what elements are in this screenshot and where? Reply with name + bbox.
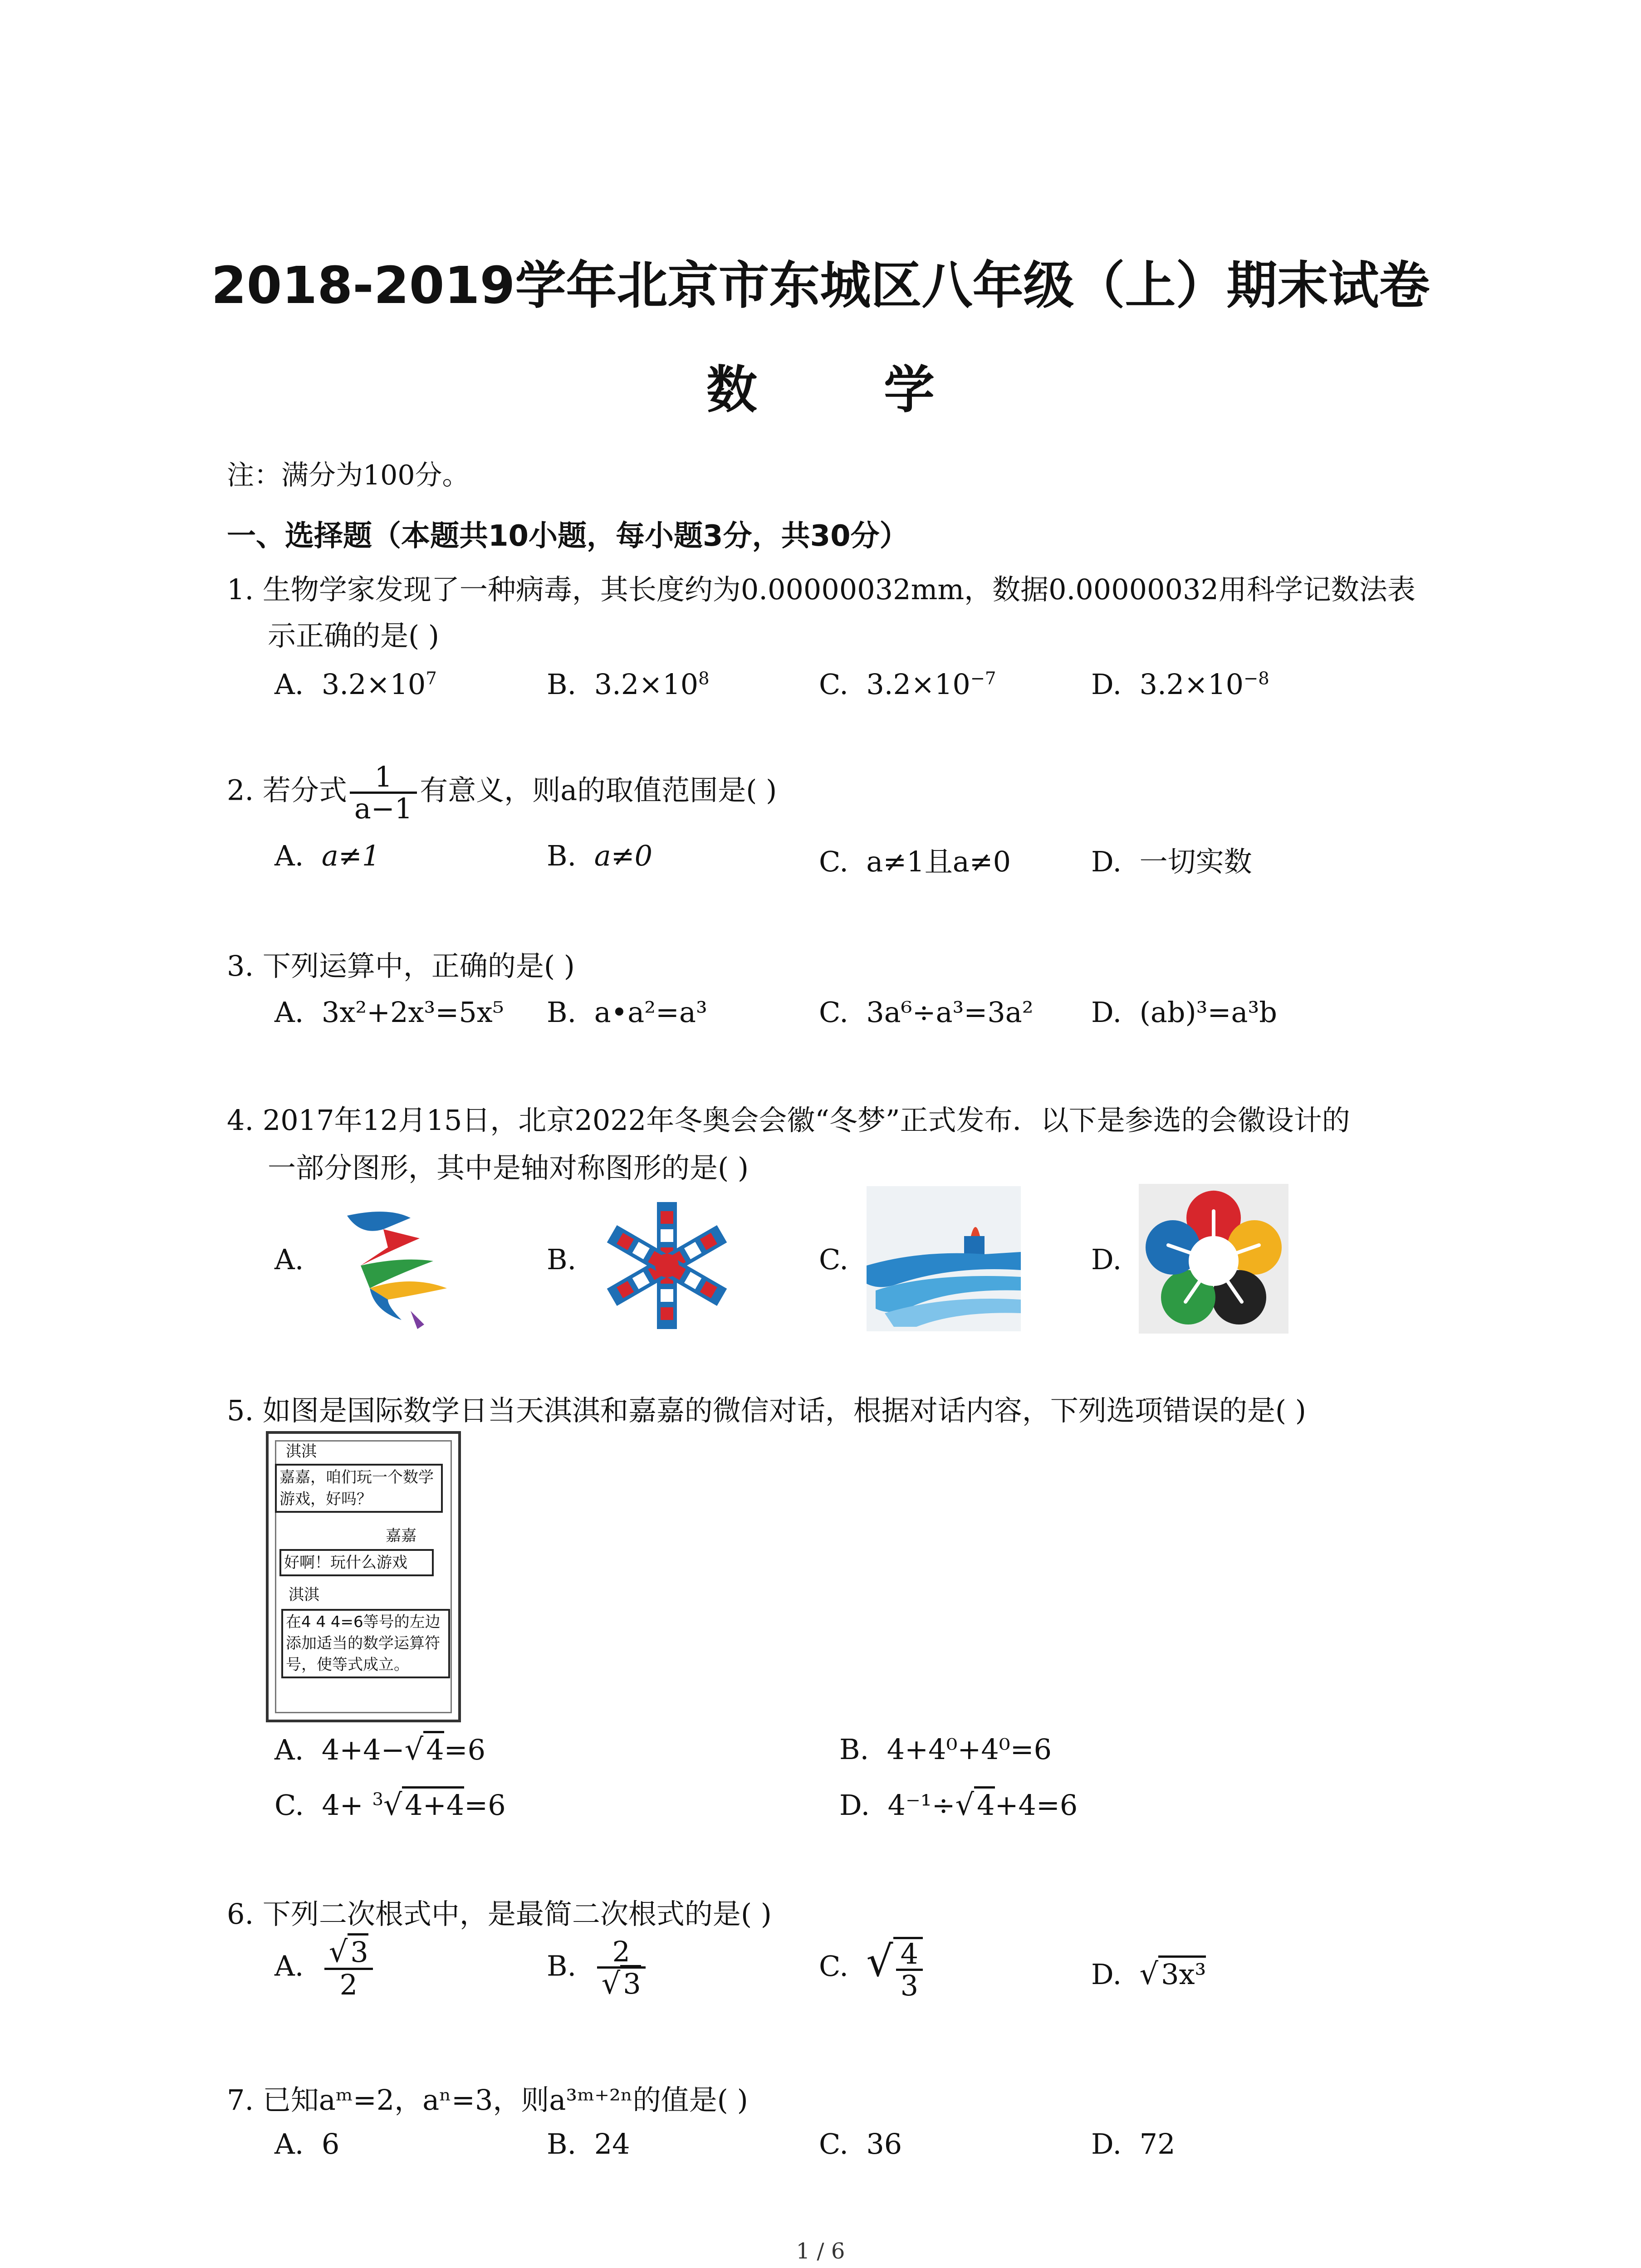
option-value: 3a⁶÷a³=3a²	[866, 996, 1034, 1029]
chat-message: 在4 4 4=6等号的左边添加适当的数学运算符号，使等式成立。	[281, 1609, 450, 1678]
option-label: C.	[274, 1789, 304, 1822]
option-label: C.	[819, 1950, 848, 1983]
option-value: a≠0	[594, 839, 653, 872]
question-2-stem	[227, 760, 777, 826]
option-label: D.	[1091, 996, 1122, 1029]
option-value: (ab)³=a³b	[1139, 996, 1277, 1029]
radical-sign: √	[955, 1788, 975, 1822]
question-4-line1: 4. 2017年12月15日，北京2022年冬奥会会徽“冬梦”正式发布．以下是参选的会徽设计的	[227, 1104, 1350, 1137]
option-label: A.	[274, 668, 304, 701]
option-label: C.	[819, 668, 848, 701]
option-value: a≠1	[321, 839, 380, 872]
q3-option-d[interactable]	[1091, 996, 1277, 1029]
option-value: 3x²+2x³=5x⁵	[321, 996, 504, 1029]
score-note: 注：满分为100分。	[227, 459, 470, 491]
option-label: C.	[819, 2127, 848, 2160]
option-label: D.	[1091, 668, 1122, 701]
radicand: 4	[423, 1731, 444, 1766]
q4-option-a-label[interactable]: A.	[274, 1243, 304, 1276]
option-value: 3.2×10	[866, 668, 970, 701]
question-1-line1: 1. 生物学家发现了一种病毒，其长度约为0.00000032mm，数据0.00000032用科学记数法表	[227, 573, 1416, 606]
q1-option-c[interactable]	[819, 668, 996, 701]
fraction	[324, 1935, 373, 2002]
option-value: =6	[444, 1733, 486, 1766]
document-title: 2018-2019学年北京市东城区八年级（上）期末试卷	[211, 256, 1430, 315]
fraction	[597, 1937, 646, 1999]
option-label: D.	[1091, 845, 1122, 878]
option-exponent: −8	[1244, 668, 1269, 689]
question-1-line2: 示正确的是( )	[268, 619, 440, 652]
q5-option-a[interactable]	[274, 1733, 485, 1767]
question-5-stem: 5. 如图是国际数学日当天淇淇和嘉嘉的微信对话，根据对话内容，下列选项错误的是( )	[227, 1394, 1306, 1427]
option-value: =6	[464, 1789, 506, 1822]
radicand: 3x³	[1158, 1955, 1206, 1991]
option-value: 24	[594, 2127, 630, 2160]
chat-name: 淇淇	[286, 1442, 317, 1461]
question-3-stem: 3. 下列运算中，正确的是( )	[227, 949, 575, 982]
q1-option-b[interactable]	[547, 668, 710, 701]
plum-blossom-emblem-icon[interactable]	[1139, 1184, 1288, 1334]
question-7-stem: 7. 已知aᵐ=2，aⁿ=3，则a³ᵐ⁺²ⁿ的值是( )	[227, 2083, 748, 2116]
fraction-numerator	[324, 1937, 373, 1968]
option-label: B.	[547, 839, 577, 872]
wechat-dialog-image	[266, 1431, 461, 1722]
fraction-numerator: 2	[612, 1935, 630, 1968]
radical-sign: √	[866, 1937, 893, 1986]
q4-option-b-label[interactable]: B.	[547, 1243, 577, 1276]
radical-sign: √	[383, 1788, 402, 1822]
option-label: A.	[274, 1949, 304, 1983]
radical-sign: √	[1139, 1957, 1159, 1991]
q7-option-c[interactable]	[819, 2127, 902, 2160]
chat-name: 嘉嘉	[386, 1527, 416, 1545]
q2-option-a[interactable]	[274, 839, 380, 872]
q2-option-d[interactable]	[1091, 839, 1252, 880]
q2-option-b[interactable]	[547, 839, 652, 872]
option-label: B.	[547, 1949, 577, 1983]
option-label: B.	[839, 1733, 869, 1766]
radicand: 4	[974, 1786, 994, 1822]
fraction-numerator: 1	[374, 760, 392, 793]
q4-option-d-label[interactable]: D.	[1091, 1243, 1122, 1276]
option-exponent: 7	[426, 668, 437, 689]
q2-option-c[interactable]	[819, 839, 1011, 880]
chat-message: 好啊！玩什么游戏	[279, 1549, 434, 1576]
option-label: A.	[274, 839, 304, 872]
option-value: 4+	[322, 1789, 363, 1822]
chat-message: 嘉嘉，咱们玩一个数学游戏，好吗？	[275, 1464, 443, 1513]
question-6-stem: 6. 下列二次根式中，是最简二次根式的是( )	[227, 1897, 772, 1931]
q1-option-d[interactable]	[1091, 668, 1269, 701]
q3-option-a[interactable]	[274, 996, 504, 1029]
option-value: 一切实数	[1139, 845, 1252, 878]
q6-option-d[interactable]	[1091, 1957, 1206, 1991]
fraction-denominator: 3	[896, 1969, 923, 2000]
document-subtitle: 数 学	[706, 361, 989, 420]
option-value: 4⁻¹÷	[887, 1789, 955, 1822]
q3-option-b[interactable]	[547, 996, 707, 1029]
q7-option-b[interactable]	[547, 2127, 630, 2160]
option-label: B.	[547, 668, 577, 701]
q5-option-d[interactable]	[839, 1788, 1078, 1822]
fraction	[350, 760, 417, 826]
fraction	[893, 1937, 923, 2003]
q6-option-a[interactable]	[274, 1935, 376, 2002]
option-label: A.	[274, 1733, 304, 1766]
radicand: 4+4	[402, 1786, 464, 1822]
q6-option-c[interactable]	[819, 1937, 926, 2003]
option-exponent: 8	[698, 668, 710, 689]
option-value: 6	[321, 2127, 340, 2160]
option-value: 72	[1139, 2127, 1176, 2160]
radical-sign: √	[404, 1733, 424, 1767]
option-value: 4+4−	[321, 1733, 405, 1766]
q5-option-c[interactable]	[274, 1788, 506, 1822]
great-wall-emblem-icon[interactable]	[867, 1186, 1021, 1331]
fraction-denominator: 2	[324, 1968, 373, 1999]
fraction-denominator	[597, 1966, 646, 1999]
option-label: A.	[274, 2127, 304, 2160]
option-value: a≠1且a≠0	[866, 845, 1011, 878]
fraction-numerator: 4	[900, 1937, 919, 1970]
snowflake-emblem-icon[interactable]	[599, 1198, 735, 1334]
radical-sign: √	[328, 1935, 348, 1969]
option-value: a•a²=a³	[594, 996, 707, 1029]
q7-option-a[interactable]	[274, 2127, 339, 2160]
q5-option-b[interactable]	[839, 1733, 1052, 1766]
stem-suffix: 有意义，则a的取值范围是( )	[420, 773, 777, 807]
q4-option-c-label[interactable]: C.	[819, 1243, 848, 1276]
option-value: 3.2×10	[321, 668, 426, 701]
q7-option-d[interactable]	[1091, 2127, 1176, 2160]
q3-option-c[interactable]	[819, 996, 1034, 1029]
option-label: C.	[819, 845, 848, 878]
radical-sign: √	[601, 1967, 621, 2001]
option-label: D.	[1091, 1958, 1122, 1991]
option-value: 36	[866, 2127, 902, 2160]
stem-prefix: 2. 若分式	[227, 773, 347, 807]
option-label: D.	[1091, 2127, 1122, 2160]
option-exponent: −7	[970, 668, 996, 689]
option-value: +4=6	[994, 1789, 1078, 1822]
root-index: 3	[372, 1789, 383, 1810]
option-label: B.	[547, 2127, 577, 2160]
option-value: 3.2×10	[1139, 668, 1244, 701]
option-value: 3.2×10	[594, 668, 699, 701]
q6-option-b[interactable]	[547, 1937, 648, 1999]
fraction-denominator: a−1	[350, 792, 417, 823]
ribbon-emblem-icon[interactable]	[320, 1198, 456, 1334]
chat-name: 淇淇	[289, 1586, 319, 1604]
section-heading: 一、选择题（本题共10小题，每小题3分，共30分）	[227, 519, 909, 553]
radicand: 3	[620, 1965, 641, 2000]
question-4-line2: 一部分图形，其中是轴对称图形的是( )	[268, 1151, 749, 1184]
option-label: B.	[547, 996, 577, 1029]
option-label: A.	[274, 996, 304, 1029]
option-value: 4+4⁰+4⁰=6	[887, 1733, 1052, 1766]
q1-option-a[interactable]	[274, 668, 437, 701]
radicand: 3	[348, 1933, 368, 1969]
option-label: D.	[839, 1789, 870, 1822]
page-number: 1 / 6	[796, 2239, 845, 2264]
option-label: C.	[819, 996, 848, 1029]
